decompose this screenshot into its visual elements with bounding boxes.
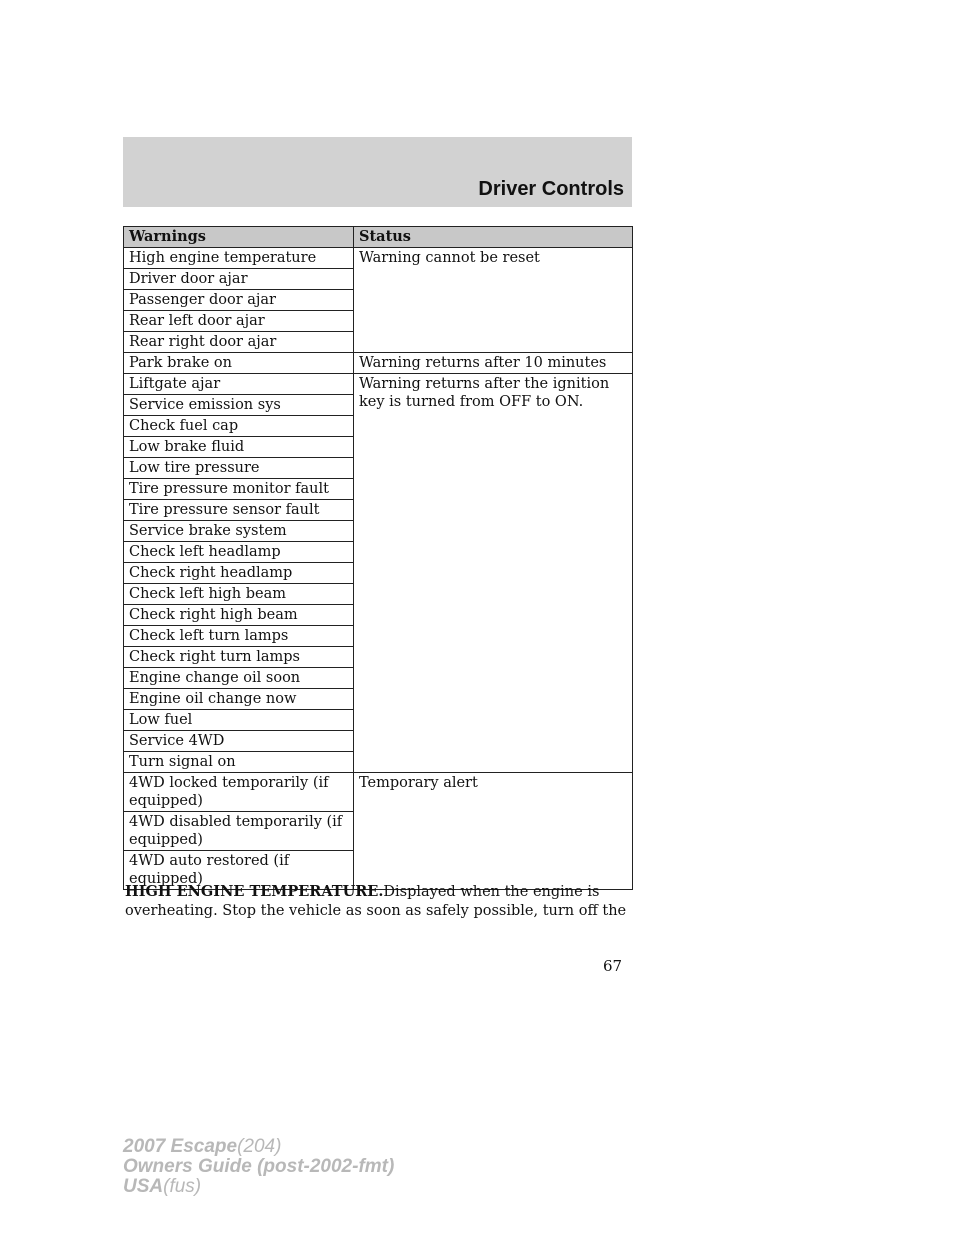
status-cell: Warning cannot be reset bbox=[354, 248, 633, 353]
warning-cell: 4WD locked temporarily (if equipped) bbox=[124, 773, 354, 812]
body-paragraph bbox=[125, 882, 635, 921]
page-number: 67 bbox=[603, 957, 623, 975]
warning-cell: Service emission sys bbox=[124, 395, 354, 416]
warning-cell: Check left high beam bbox=[124, 584, 354, 605]
warning-cell: Low tire pressure bbox=[124, 458, 354, 479]
warning-cell: Service 4WD bbox=[124, 731, 354, 752]
warning-cell: Engine oil change now bbox=[124, 689, 354, 710]
warning-cell: Tire pressure monitor fault bbox=[124, 479, 354, 500]
warning-cell: Check right headlamp bbox=[124, 563, 354, 584]
footer bbox=[123, 1137, 394, 1197]
footer-guide: Owners Guide (post-2002-fmt) bbox=[123, 1156, 395, 1177]
footer-model: 2007 Escape bbox=[123, 1136, 238, 1157]
footer-model-code: (204) bbox=[237, 1136, 282, 1157]
warning-cell: 4WD auto restored (if equipped) bbox=[124, 851, 354, 890]
warning-cell: Low brake fluid bbox=[124, 437, 354, 458]
warning-cell: Driver door ajar bbox=[124, 269, 354, 290]
warning-cell: Check right high beam bbox=[124, 605, 354, 626]
table-header-row bbox=[124, 227, 633, 248]
warning-cell: Engine change oil soon bbox=[124, 668, 354, 689]
status-cell: Warning returns after 10 minutes bbox=[354, 353, 633, 374]
footer-market: USA bbox=[123, 1176, 164, 1197]
warning-cell: Liftgate ajar bbox=[124, 374, 354, 395]
column-header-status: Status bbox=[354, 227, 633, 248]
warning-cell: Turn signal on bbox=[124, 752, 354, 773]
status-cell: Temporary alert bbox=[354, 773, 633, 890]
column-header-warnings: Warnings bbox=[124, 227, 354, 248]
table-row bbox=[124, 248, 633, 269]
status-cell: Warning returns after the ignition key is turned from OFF to ON. bbox=[354, 374, 633, 773]
warning-cell: Check left headlamp bbox=[124, 542, 354, 563]
table-body bbox=[124, 248, 633, 890]
warning-cell: Check fuel cap bbox=[124, 416, 354, 437]
warnings-table bbox=[123, 226, 633, 890]
warning-cell: Check right turn lamps bbox=[124, 647, 354, 668]
warning-cell: Low fuel bbox=[124, 710, 354, 731]
warning-cell: Service brake system bbox=[124, 521, 354, 542]
warning-cell: Rear left door ajar bbox=[124, 311, 354, 332]
footer-market-code: (fus) bbox=[163, 1176, 202, 1197]
table-row bbox=[124, 353, 633, 374]
paragraph-lead: HIGH ENGINE TEMPERATURE. bbox=[125, 883, 384, 900]
table-row bbox=[124, 374, 633, 395]
section-title: Driver Controls bbox=[478, 178, 624, 200]
warning-cell: Park brake on bbox=[124, 353, 354, 374]
warning-cell: Passenger door ajar bbox=[124, 290, 354, 311]
paragraph-text: Displayed when the engine is overheating. Stop the vehicle as soon as safely possible, turn off the bbox=[125, 884, 627, 919]
warning-cell: Tire pressure sensor fault bbox=[124, 500, 354, 521]
warning-cell: High engine temperature bbox=[124, 248, 354, 269]
table-row bbox=[124, 773, 633, 812]
warning-cell: 4WD disabled temporarily (if equipped) bbox=[124, 812, 354, 851]
warning-cell: Rear right door ajar bbox=[124, 332, 354, 353]
header-band bbox=[123, 137, 632, 207]
warning-cell: Check left turn lamps bbox=[124, 626, 354, 647]
